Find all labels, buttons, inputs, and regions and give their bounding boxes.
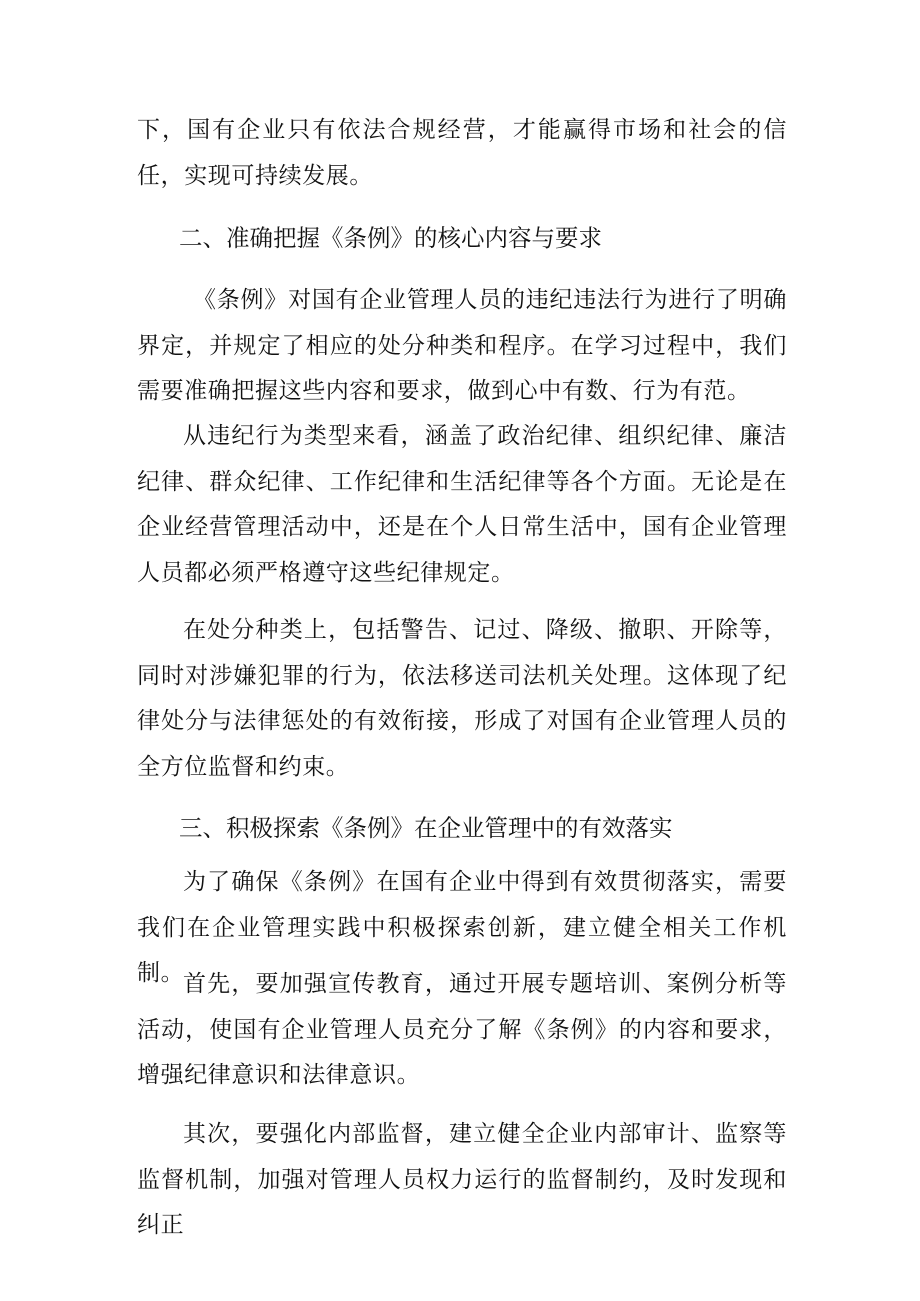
paragraph-punishment-types: 在处分种类上，包括警告、记过、降级、撤职、开除等，同时对涉嫌犯罪的行为，依法移送司法机关处理。这体现了纪律处分与法律惩处的有效衔接，形成了对国有企业管理人员的全方位监督和约束。 — [137, 617, 787, 780]
paragraph-second-measure: 其次，要强化内部监督，建立健全企业内部审计、监察等监督机制，加强对管理人员权力运行的监督制约，及时发现和纠正 — [137, 1121, 787, 1238]
section-heading-2: 二、准确把握《条例》的核心内容与要求 — [179, 224, 602, 252]
paragraph-implementation: 为了确保《条例》在国有企业中得到有效贯彻落实，需要我们在企业管理实践中积极探索创新，建立健全相关工作机制。 — [137, 869, 787, 986]
paragraph-violation-types: 从违纪行为类型来看，涵盖了政治纪律、组织纪律、廉洁纪律、群众纪律、工作纪律和生活纪律等各个方面。无论是在企业经营管理活动中，还是在个人日常生活中，国有企业管理人员都必须严格遵守这些纪律规定。 — [137, 423, 787, 586]
paragraph-core-content: 《条例》对国有企业管理人员的违纪违法行为进行了明确界定，并规定了相应的处分种类和程序。在学习过程中，我们需要准确把握这些内容和要求，做到心中有数、行为有范。 — [137, 287, 787, 404]
section-heading-3: 三、积极探索《条例》在企业管理中的有效落实 — [179, 814, 673, 842]
paragraph-first-measure: 首先，要加强宣传教育，通过开展专题培训、案例分析等活动，使国有企业管理人员充分了解《条例》的内容和要求，增强纪律意识和法律意识。 — [137, 971, 787, 1088]
paragraph-continuation: 下，国有企业只有依法合规经营，才能赢得市场和社会的信任，实现可持续发展。 — [137, 117, 787, 189]
